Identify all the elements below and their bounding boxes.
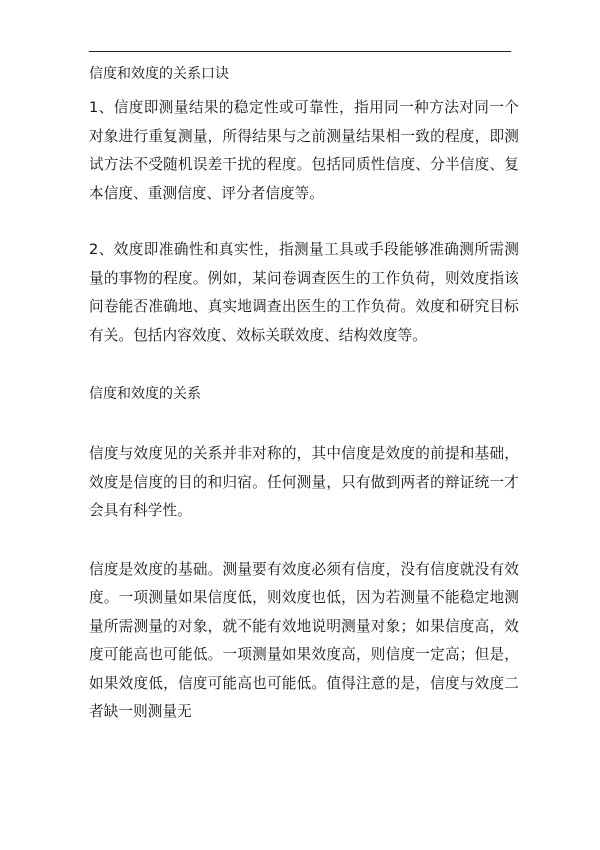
document-body — [89, 64, 519, 727]
paragraph-validity-definition: 2、效度即准确性和真实性，指测量工具或手段能够准确测所需测量的事物的程度。例如，某问卷调查医生的工作负荷，则效度指该问卷能否准确地、真实地调查出医生的工作负荷。效度和研究目标有关。包括内容效度、效标关联效度、结构效度等。 — [89, 241, 519, 344]
paragraph-reliability-basis: 信度是效度的基础。测量要有效度必须有信度，没有信度就没有效度。一项测量如果信度低，则效度也低，因为若测量不能稳定地测量所需测量的对象，就不能有效地说明测量对象；如果信度高，效度可能高也可能低。一项测量如果效度高，则信度一定高；但是，如果效度低，信度可能高也可能低。值得注意的是，信度与效度二者缺一则测量无 — [89, 560, 519, 720]
section-heading-mnemonic: 信度和效度的关系口诀 — [89, 66, 229, 82]
header-divider — [89, 51, 511, 52]
paragraph-reliability-definition: 1、信度即测量结果的稳定性或可靠性，指用同一种方法对同一个对象进行重复测量，所得结果与之前测量结果相一致的程度，即测试方法不受随机误差干扰的程度。包括同质性信度、分半信度、复本信度、重测信度、评分者信度等。 — [89, 99, 519, 202]
section-heading-relationship: 信度和效度的关系 — [89, 386, 201, 402]
paragraph-relationship-summary: 信度与效度见的关系并非对称的，其中信度是效度的前提和基础，效度是信度的目的和归宿。任何测量，只有做到两者的辩证统一才会具有科学性。 — [89, 445, 519, 519]
